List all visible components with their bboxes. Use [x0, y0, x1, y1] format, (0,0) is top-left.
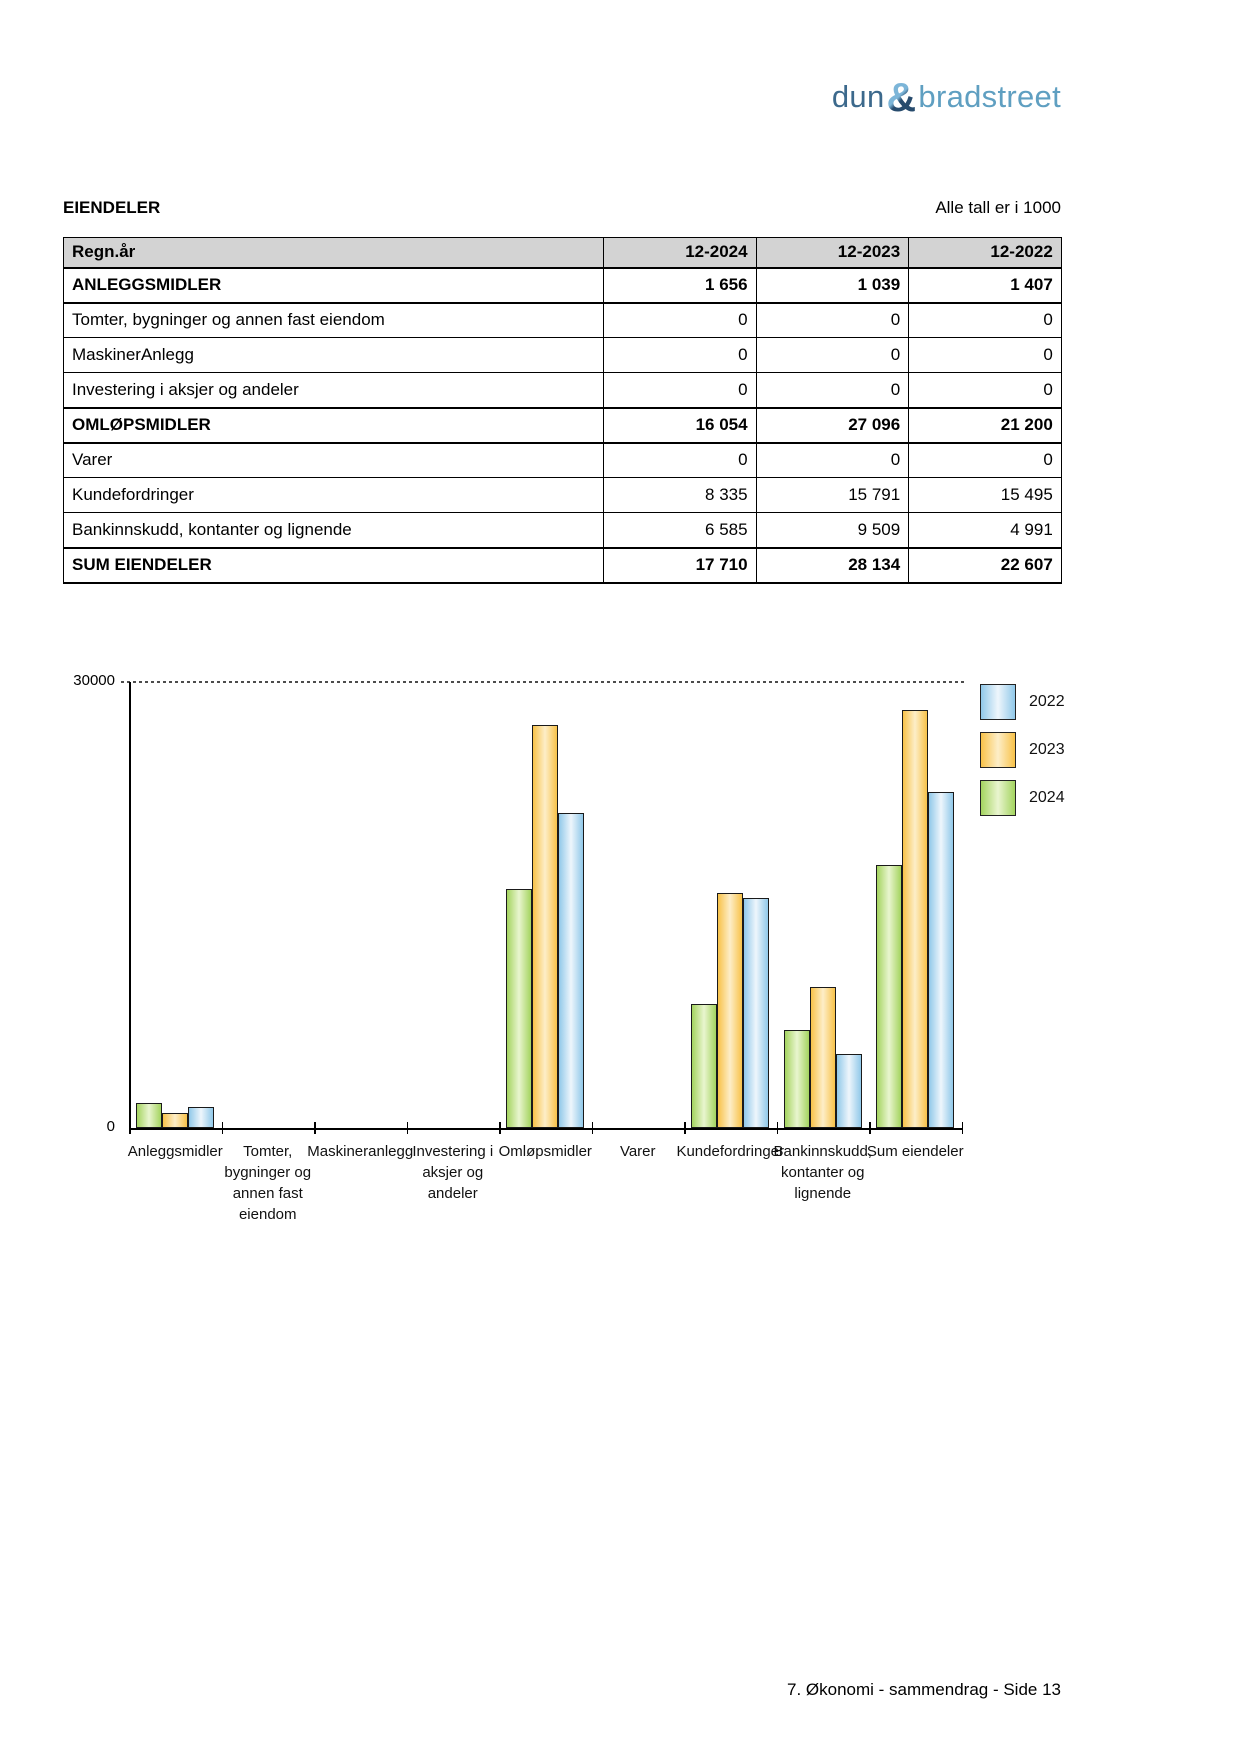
- row-value: 0: [756, 303, 909, 338]
- row-value: 9 509: [756, 513, 909, 548]
- row-label: ANLEGGSMIDLER: [64, 268, 604, 303]
- y-tick-label-max: 30000: [73, 672, 115, 689]
- row-value: 1 407: [909, 268, 1062, 303]
- units-note: Alle tall er i 1000: [935, 198, 1061, 217]
- row-value: 0: [604, 373, 757, 408]
- x-axis-label: Anleggsmidler: [127, 1143, 223, 1160]
- chart-legend: [980, 684, 1065, 828]
- row-value: 17 710: [604, 548, 757, 583]
- x-axis-label: Bankinnskudd, kontanter og lignende: [773, 1143, 872, 1202]
- x-axis-tick: [222, 1122, 224, 1134]
- x-axis-tick: [129, 1122, 131, 1134]
- row-label: Kundefordringer: [64, 478, 604, 513]
- bar-2023: [717, 893, 743, 1128]
- row-label: SUM EIENDELER: [64, 548, 604, 583]
- row-label: MaskinerAnlegg: [64, 338, 604, 373]
- y-tick-label-zero: 0: [106, 1118, 115, 1135]
- row-value: 8 335: [604, 478, 757, 513]
- x-axis-label: Maskineranlegg: [307, 1143, 414, 1160]
- row-value: 0: [909, 443, 1062, 478]
- row-value: 21 200: [909, 408, 1062, 443]
- x-axis-label: Varer: [619, 1143, 656, 1160]
- x-axis-tick: [407, 1122, 409, 1134]
- header-12-2023: 12-2023: [756, 238, 909, 268]
- logo-ampersand-icon: &: [886, 74, 917, 120]
- row-value: 27 096: [756, 408, 909, 443]
- header-regnaar: Regn.år: [64, 238, 604, 268]
- bar-2024: [506, 889, 532, 1128]
- header-12-2024: 12-2024: [604, 238, 757, 268]
- bar-2022: [558, 813, 584, 1128]
- legend-swatch-2024: [980, 780, 1016, 816]
- logo-text-dun: dun: [831, 79, 885, 114]
- row-value: 1 656: [604, 268, 757, 303]
- bar-2023: [810, 987, 836, 1128]
- bar-2023: [162, 1113, 188, 1128]
- x-axis-label: Sum eiendeler: [866, 1143, 964, 1160]
- legend-item-2024: [980, 780, 1065, 816]
- row-value: 15 495: [909, 478, 1062, 513]
- row-value: 0: [756, 338, 909, 373]
- bar-2022: [836, 1054, 862, 1128]
- row-value: 1 039: [756, 268, 909, 303]
- bar-2023: [902, 710, 928, 1128]
- header-12-2022: 12-2022: [909, 238, 1062, 268]
- row-value: 28 134: [756, 548, 909, 583]
- x-axis-line: [129, 1128, 962, 1130]
- row-label: Varer: [64, 443, 604, 478]
- row-value: 0: [756, 373, 909, 408]
- x-axis-label: Investering i aksjer og andeler: [412, 1143, 494, 1202]
- row-label: Tomter, bygninger og annen fast eiendom: [64, 303, 604, 338]
- row-value: 6 585: [604, 513, 757, 548]
- x-axis-label: Tomter, bygninger og annen fast eiendom: [224, 1143, 312, 1223]
- x-axis-tick: [314, 1122, 316, 1134]
- row-value: 16 054: [604, 408, 757, 443]
- bar-2023: [532, 725, 558, 1128]
- bar-2024: [691, 1004, 717, 1128]
- row-value: 22 607: [909, 548, 1062, 583]
- x-axis-tick: [499, 1122, 501, 1134]
- bar-2022: [928, 792, 954, 1128]
- x-axis-tick: [869, 1122, 871, 1134]
- section-title: EIENDELER: [63, 198, 161, 217]
- row-value: 4 991: [909, 513, 1062, 548]
- row-label: Investering i aksjer og andeler: [64, 373, 604, 408]
- bar-2022: [743, 898, 769, 1128]
- row-value: 0: [909, 338, 1062, 373]
- legend-label: 2023: [1029, 741, 1065, 758]
- x-axis-label: Kundefordringer: [676, 1143, 785, 1160]
- row-value: 0: [604, 443, 757, 478]
- gridline-30000: [121, 681, 965, 683]
- x-axis-tick: [777, 1122, 779, 1134]
- legend-item-2022: [980, 684, 1065, 720]
- legend-label: 2024: [1029, 789, 1065, 806]
- bar-2024: [784, 1030, 810, 1128]
- legend-item-2023: [980, 732, 1065, 768]
- row-value: 0: [604, 303, 757, 338]
- row-value: 0: [756, 443, 909, 478]
- bar-2024: [876, 865, 902, 1128]
- legend-swatch-2022: [980, 684, 1016, 720]
- row-label: OMLØPSMIDLER: [64, 408, 604, 443]
- x-axis-label: Omløpsmidler: [498, 1143, 592, 1160]
- legend-label: 2022: [1029, 693, 1065, 710]
- row-value: 0: [604, 338, 757, 373]
- page-footer: 7. Økonomi - sammendrag - Side 13: [786, 1680, 1061, 1699]
- row-label: Bankinnskudd, kontanter og lignende: [64, 513, 604, 548]
- logo-text-bradstreet: bradstreet: [918, 79, 1061, 114]
- row-value: 15 791: [756, 478, 909, 513]
- x-axis-tick: [684, 1122, 686, 1134]
- bar-2024: [136, 1103, 162, 1128]
- row-value: 0: [909, 303, 1062, 338]
- bar-2022: [188, 1107, 214, 1128]
- row-value: 0: [909, 373, 1062, 408]
- y-axis-line: [129, 682, 131, 1128]
- x-axis-tick: [592, 1122, 594, 1134]
- legend-swatch-2023: [980, 732, 1016, 768]
- x-axis-tick: [962, 1122, 964, 1134]
